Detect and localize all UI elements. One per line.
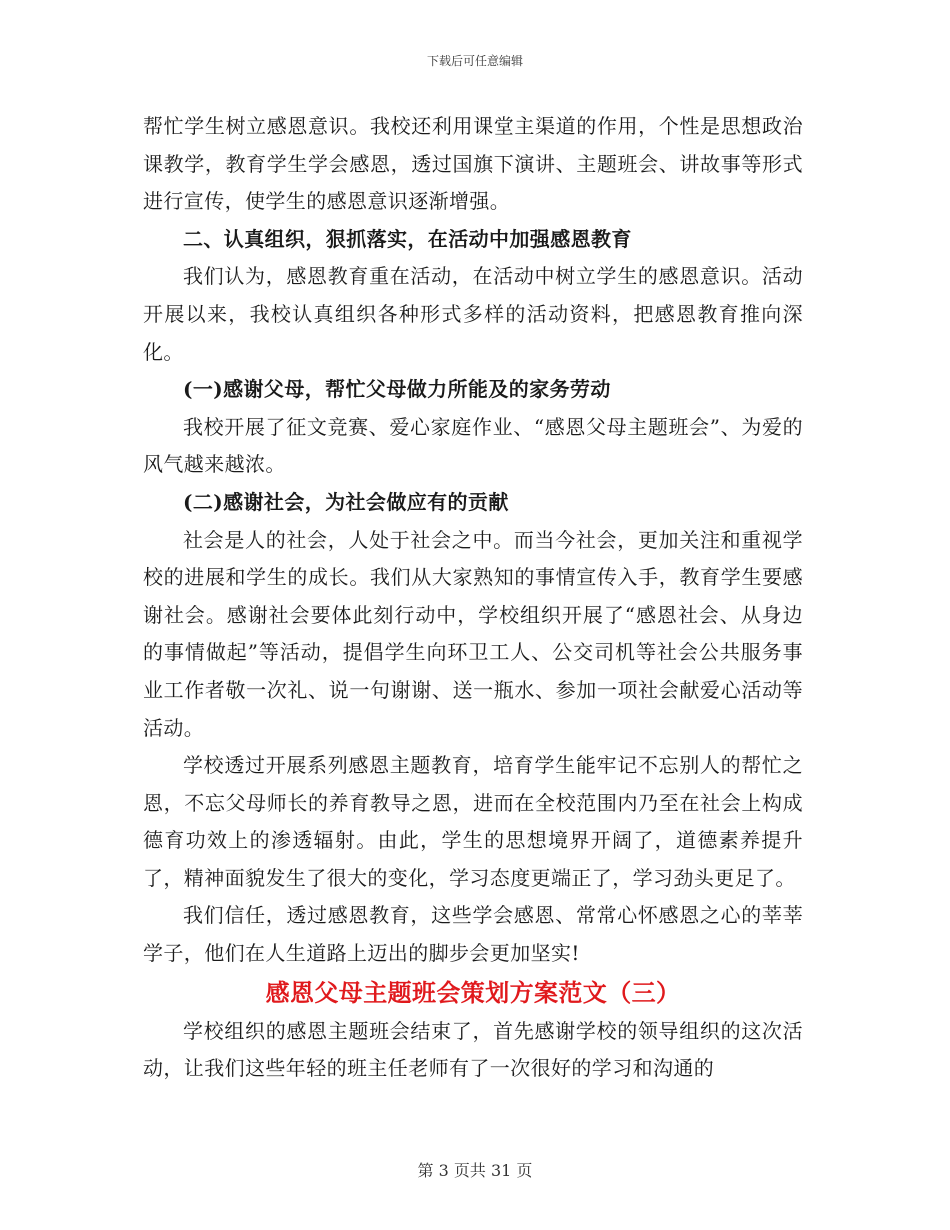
body-paragraph: 我们信任，透过感恩教育，这些学会感恩、常常心怀感恩之心的莘莘学子，他们在人生道路上迈出的脚步会更加坚实! (143, 903, 803, 966)
body-paragraph: 学校透过开展系列感恩主题教育，培育学生能牢记不忘别人的帮忙之恩，不忘父母师长的养育教导之恩，进而在全校范围内乃至在社会上构成德育功效上的渗透辐射。由此，学生的思想境界开阔了，道德素养提升了，精神面貌发生了很大的变化，学习态度更端正了，学习劲头更足了。 (143, 753, 803, 890)
body-paragraph: 社会是人的社会，人处于社会之中。而当今社会，更加关注和重视学校的进展和学生的成长。我们从大家熟知的事情宣传入手，教育学生要感谢社会。感谢社会要体此刻行动中，学校组织开展了“感恩社会、从身边的事情做起”等活动，提倡学生向环卫工人、公交司机等社会公共服务事业工作者敬一次礼、说一句谢谢、送一瓶水、参加一项社会献爱心活动等活动。 (143, 527, 803, 740)
page-footer: 第 3 页共 31 页 (417, 1161, 533, 1180)
section-heading: 二、认真组织，狠抓落实，在活动中加强感恩教育 (183, 226, 632, 251)
subsection-heading: (一)感谢父母，帮忙父母做力所能及的家务劳动 (183, 377, 611, 402)
body-paragraph: 学校组织的感恩主题班会结束了，首先感谢学校的领导组织的这次活动，让我们这些年轻的班主任老师有了一次很好的学习和沟通的 (143, 1018, 803, 1081)
body-paragraph: 帮忙学生树立感恩意识。我校还利用课堂主渠道的作用，个性是思想政治课教学，教育学生学会感恩，透过国旗下演讲、主题班会、讲故事等形式进行宣传，使学生的感恩意识逐渐增强。 (143, 114, 803, 214)
body-paragraph: 我们认为，感恩教育重在活动，在活动中树立学生的感恩意识。活动开展以来，我校认真组织各种形式多样的活动资料，把感恩教育推向深化。 (143, 264, 803, 364)
subsection-heading: (二)感谢社会，为社会做应有的贡献 (183, 489, 509, 514)
document-title: 感恩父母主题班会策划方案范文（三） (265, 977, 681, 1007)
document-body (143, 108, 803, 1088)
body-paragraph: 我校开展了征文竞赛、爱心家庭作业、“感恩父母主题班会”、为爱的风气越来越浓。 (143, 414, 803, 477)
page-header: 下载后可任意编辑 (426, 54, 523, 68)
